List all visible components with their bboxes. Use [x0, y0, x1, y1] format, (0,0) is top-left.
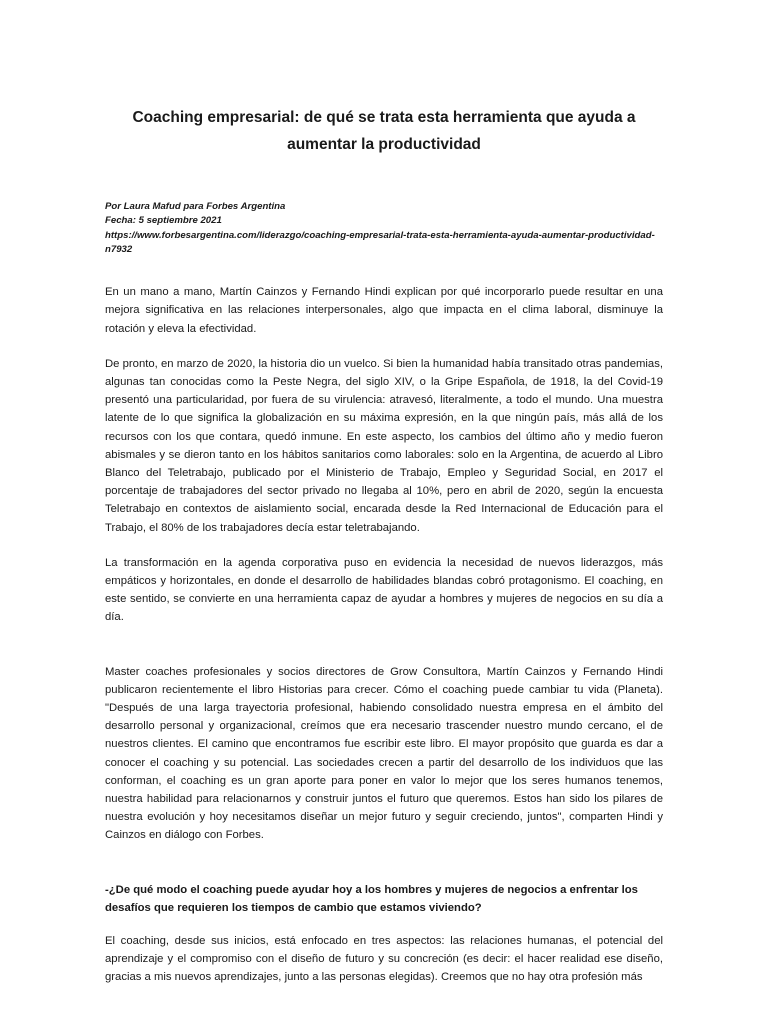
- paragraph-intro: En un mano a mano, Martín Cainzos y Fernando Hindi explican por qué incorporarlo puede resultar en una mejora significativa en las relaciones interpersonales, algo que impacta en el clima laboral, disminuye la rotación y eleva la efectividad.: [105, 286, 663, 335]
- paragraph-book: Master coaches profesionales y socios directores de Grow Consultora, Martín Cainzos y Fernando Hindi publicaron recientemente el libro Historias para crecer. Cómo el coaching puede cambiar tu vida (Planeta). "Después de una larga trayectoria profesional, habiendo consolidado nuestra empresa en el ámbito del desarrollo personal y organizacional, creímos que era necesario trascender nuestro mundo cercano, el de nuestros clientes. El camino que encontramos fue escribir este libro. El mayor propósito que guarda es dar a conocer el coaching y su potencial. Las sociedades crecen a partir del desarrollo de los individuos que las conforman, el coaching es un gran aporte para poner en valor lo mejor que los seres humanos tenemos, nuestra habilidad para relacionarnos y construir juntos el futuro que queremos. Estos han sido los pilares de nuestra evolución y hoy necesitamos diseñar un mejor futuro y seguir creciendo, juntos", comparten Hindi y Cainzos en diálogo con Forbes.: [105, 665, 663, 842]
- date-line: Fecha: 5 septiembre 2021: [105, 215, 222, 227]
- interview-question: -¿De qué modo el coaching puede ayudar hoy a los hombres y mujeres de negocios a enfrentar los desafíos que requieren los tiempos de cambio que estamos viviendo?: [105, 883, 638, 914]
- author-line: Por Laura Mafud para Forbes Argentina: [105, 201, 286, 212]
- paragraph-transformation: La transformación en la agenda corporativa puso en evidencia la necesidad de nuevos liderazgos, más empáticos y horizontales, en donde el desarrollo de habilidades blandas cobró protagonismo. El coaching, en este sentido, se convierte en una herramienta capaz de ayudar a hombres y mujeres de negocios en su día a día.: [105, 556, 663, 624]
- article-meta: [105, 200, 663, 257]
- source-url: https://www.forbesargentina.com/liderazgo/coaching-empresarial-trata-esta-herramienta-ayuda-aumentar-productividad-n7932: [105, 229, 655, 255]
- paragraph-pandemic: De pronto, en marzo de 2020, la historia dio un vuelco. Si bien la humanidad había transitado otras pandemias, algunas tan conocidas como la Peste Negra, del siglo XIV, o la Gripe Española, de 1918, la del Covid-19 presentó una particularidad, por fuera de su virulencia: atravesó, literalmente, a todo el mundo. Una muestra latente de lo que significa la globalización en su máxima expresión, en la que ningún país, más allá de los recursos con los que contara, quedó inmune. En este aspecto, los cambios del último año y medio fueron abismales y se dieron tanto en los hábitos sanitarios como laborales: solo en la Argentina, de acuerdo al Libro Blanco del Teletrabajo, publicado por el Ministerio de Trabajo, Empleo y Seguridad Social, en 2017 el porcentaje de trabajadores del sector privado no llegaba al 10%, pero en abril de 2020, según la encuesta Teletrabajo en contextos de aislamiento social, encarada desde la Red Internacional de Educación para el Trabajo, el 80% de los trabajadores decía estar teletrabajando.: [105, 357, 663, 534]
- interview-answer: El coaching, desde sus inicios, está enfocado en tres aspectos: las relaciones humanas, el potencial del aprendizaje y el compromiso con el diseño de futuro y su concreción (es decir: el hacer realidad ese diseño, gracias a mis nuevos aprendizajes, junto a las personas elegidas). Creemos que no hay otra profesión más: [105, 935, 663, 984]
- article-title: Coaching empresarial: de qué se trata esta herramienta que ayuda a aumentar la productividad: [132, 109, 636, 153]
